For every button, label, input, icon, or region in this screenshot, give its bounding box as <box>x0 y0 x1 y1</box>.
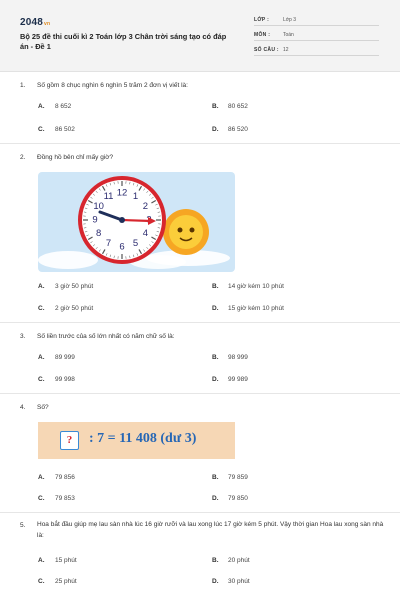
question-text: Số? <box>37 404 49 411</box>
option-text[interactable]: 80 652 <box>228 103 248 110</box>
option-label: B. <box>212 557 219 564</box>
option-text[interactable]: 99 998 <box>55 376 75 383</box>
option-label: A. <box>38 354 45 361</box>
option-label: C. <box>38 126 45 133</box>
option-label: D. <box>212 126 219 133</box>
option-text[interactable]: 8 652 <box>55 103 72 110</box>
option-label: D. <box>212 578 219 585</box>
option-text[interactable]: 3 giờ 50 phút <box>55 283 94 290</box>
option-label: A. <box>38 474 45 481</box>
option-label: B. <box>212 103 219 110</box>
meta-subject: MÔN : Toán <box>254 29 379 41</box>
option-text[interactable]: 79 853 <box>55 495 75 502</box>
question-number: 3. <box>20 333 26 340</box>
clock-number: 5 <box>132 237 139 249</box>
option-label: D. <box>212 305 219 312</box>
clock-number: 12 <box>116 187 128 199</box>
option-label: A. <box>38 557 45 564</box>
option-text[interactable]: 14 giờ kém 10 phút <box>228 283 284 290</box>
question-text: Số liền trước của số lớn nhất có năm chữ số là: <box>37 333 175 340</box>
clock-number: 8 <box>95 228 102 240</box>
clock-illustration <box>38 172 235 272</box>
question-number: 5. <box>20 522 26 529</box>
clock-svg <box>38 172 235 272</box>
question-number: 2. <box>20 154 26 161</box>
option-label: D. <box>212 376 219 383</box>
option-label: A. <box>38 283 45 290</box>
clock-number: 9 <box>92 214 98 226</box>
clock-number: 7 <box>105 237 112 249</box>
option-label: B. <box>212 283 219 290</box>
option-label: C. <box>38 495 45 502</box>
clock-number: 6 <box>119 241 125 253</box>
option-text[interactable]: 98 999 <box>228 354 248 361</box>
divider <box>0 143 400 144</box>
page-header <box>0 0 400 72</box>
divider <box>0 393 400 394</box>
divider <box>0 512 400 513</box>
meta-question-count: SỐ CÂU : 12 <box>254 44 379 56</box>
equation-text: : 7 = 11 408 (dư 3) <box>89 431 197 446</box>
meta-class: LỚP : Lớp 3 <box>254 14 379 26</box>
clock-number: 1 <box>132 191 139 203</box>
option-label: B. <box>212 474 219 481</box>
site-logo[interactable]: 2048vn <box>20 17 51 28</box>
option-text[interactable]: 86 520 <box>228 126 248 133</box>
clock-center <box>119 217 125 223</box>
clock-number: 2 <box>142 201 149 213</box>
question-number: 1. <box>20 82 26 89</box>
question-number: 4. <box>20 404 26 411</box>
option-text[interactable]: 79 859 <box>228 474 248 481</box>
option-text[interactable]: 2 giờ 50 phút <box>55 305 94 312</box>
clock-minute-hand <box>122 220 151 221</box>
divider <box>0 322 400 323</box>
option-text[interactable]: 79 856 <box>55 474 75 481</box>
option-text[interactable]: 89 999 <box>55 354 75 361</box>
option-text[interactable]: 15 giờ kém 10 phút <box>228 305 284 312</box>
option-text[interactable]: 30 phút <box>228 578 250 585</box>
option-text[interactable]: 86 502 <box>55 126 75 133</box>
sun-icon <box>163 209 209 255</box>
clock-number: 4 <box>142 228 149 240</box>
equation-box <box>38 422 235 459</box>
unknown-box: ? <box>60 431 79 450</box>
clock-number: 10 <box>93 201 104 213</box>
question-text: Số gồm 8 chục nghìn 6 nghìn 5 trăm 2 đơn vị viết là: <box>37 82 188 89</box>
document-title: Bộ 25 đề thi cuối kì 2 Toán lớp 3 Chân trời sáng tạo có đáp án - Đề 1 <box>20 32 227 51</box>
option-label: C. <box>38 578 45 585</box>
option-text[interactable]: 25 phút <box>55 578 77 585</box>
option-text[interactable]: 99 989 <box>228 376 248 383</box>
option-text[interactable]: 15 phút <box>55 557 77 564</box>
option-label: D. <box>212 495 219 502</box>
question-text: Hoa bắt đầu giúp mẹ lau sàn nhà lúc 16 giờ rưỡi và lau xong lúc 17 giờ kém 5 phút. Vậy thời gian Hoa lau xong sàn nhà là: <box>37 521 384 539</box>
option-text[interactable]: 20 phút <box>228 557 250 564</box>
option-label: C. <box>38 305 45 312</box>
question-text: Đồng hồ bên chỉ mấy giờ? <box>37 154 114 161</box>
clock-number: 11 <box>103 191 114 203</box>
option-label: A. <box>38 103 45 110</box>
option-text[interactable]: 79 850 <box>228 495 248 502</box>
option-label: B. <box>212 354 219 361</box>
option-label: C. <box>38 376 45 383</box>
